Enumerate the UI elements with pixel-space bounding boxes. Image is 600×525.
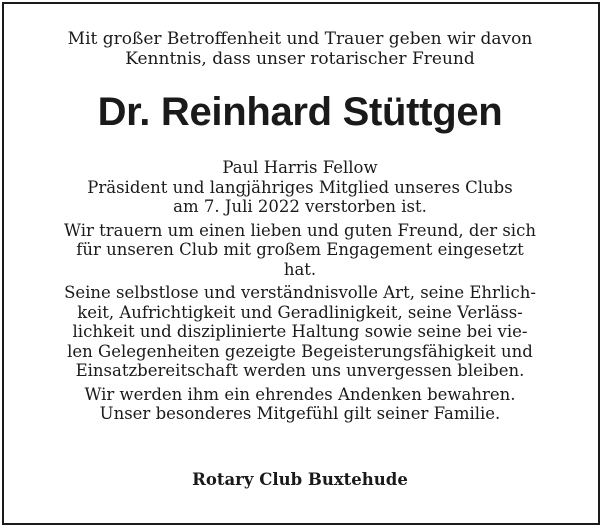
paragraph-tribute [28,283,572,381]
text-line: hat. [283,259,317,279]
text-line: Wir werden ihm ein ehrendes Andenken bewahren. [84,384,516,404]
intro-line-2: Kenntnis, dass unser rotarischer Freund [125,49,475,69]
paragraph-mourning [28,221,572,280]
text-line: len Gelegenheiten gezeigte Begeisterungsfähigkeit und [67,341,533,361]
text-line: Einsatzbereitschaft werden uns unvergessen bleiben. [75,361,525,380]
signature: Rotary Club Buxtehude [192,470,408,489]
text-line: Seine selbstlose und verständnisvolle Art, seine Ehrlich- [64,283,536,302]
paragraph-remembrance [28,385,572,424]
text-line: keit, Aufrichtigkeit und Geradlinigkeit, seine Verläss- [77,302,523,322]
text-line: für unseren Club mit großem Engagement eingesetzt [76,240,524,259]
text-line: Präsident und langjähriges Mitglied unseres Clubs [87,177,513,197]
text-line: Unser besonderes Mitgefühl gilt seiner Familie. [99,404,501,423]
text-line: lichkeit und disziplinierte Haltung sowie seine bei vie- [72,322,528,341]
intro-line-1: Mit großer Betroffenheit und Trauer geben wir davon [67,29,533,49]
notice-body [28,158,572,428]
text-line: Paul Harris Fellow [222,158,378,177]
intro-text [0,29,600,69]
text-line: am 7. Juli 2022 verstorben ist. [173,197,427,216]
deceased-name: Dr. Reinhard Stüttgen [97,90,503,134]
text-line: Wir trauern um einen lieben und guten Freund, der sich [64,220,536,240]
paragraph-honors [28,158,572,217]
